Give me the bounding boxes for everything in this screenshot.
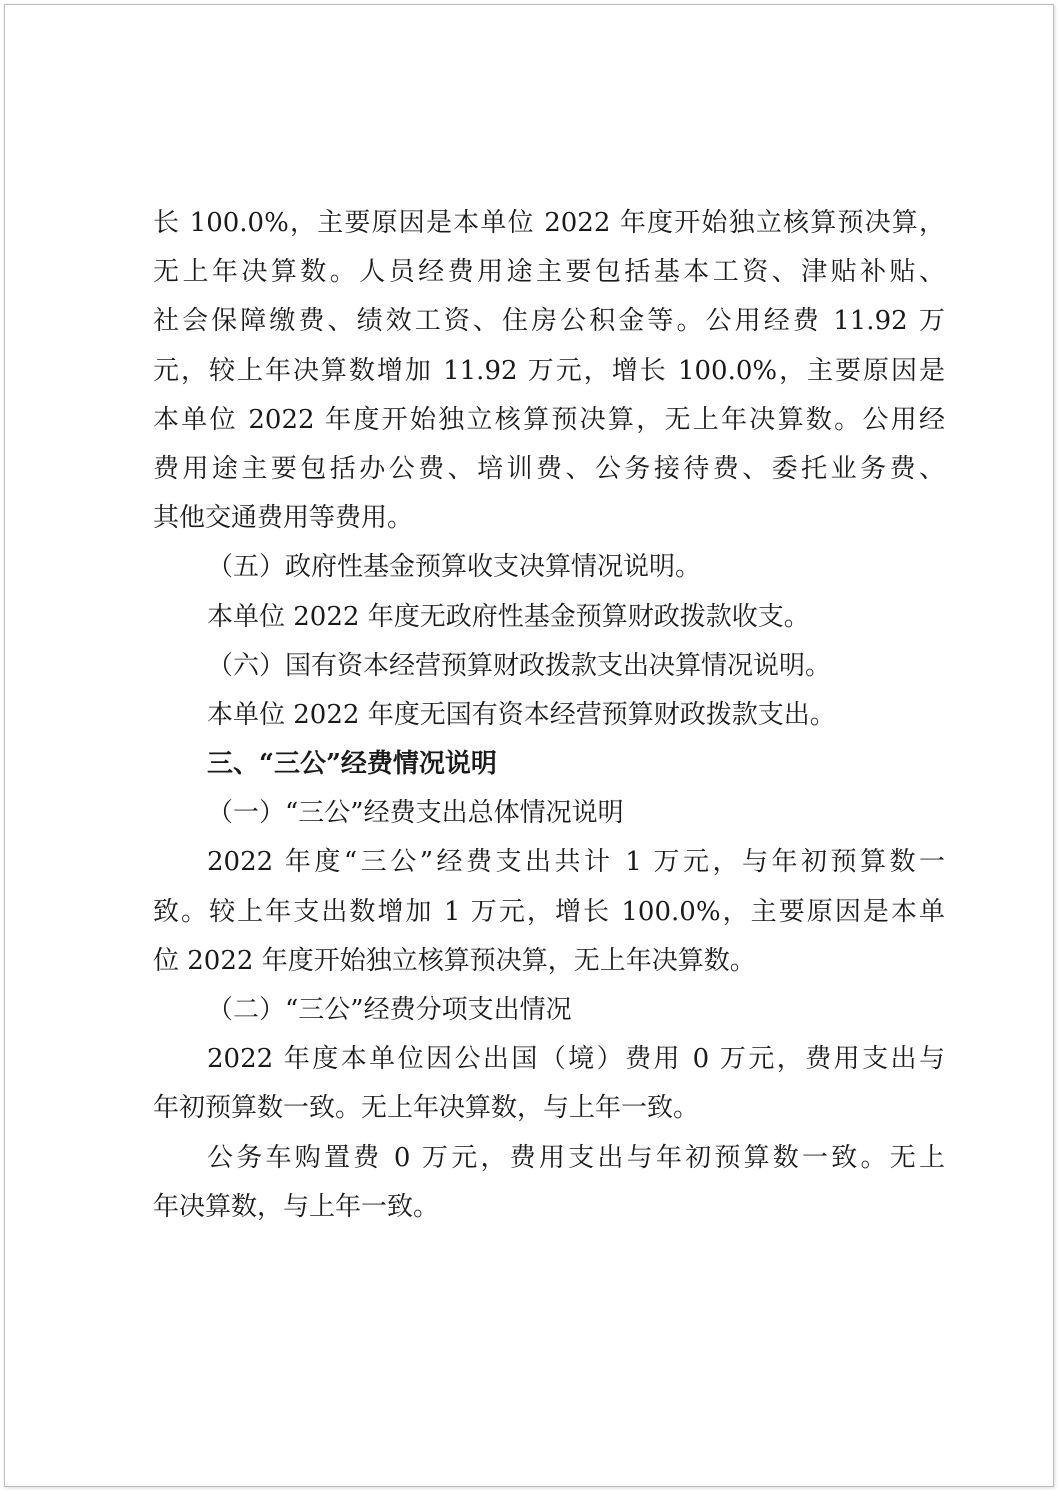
paragraph-line: 2022 年度本单位因公出国（境）费用 0 万元，费用支出与 xyxy=(207,1044,945,1075)
section-subheading: （二）“三公”经费分项支出情况 xyxy=(207,995,572,1025)
section-heading: 三、“三公”经费情况说明 xyxy=(207,749,497,780)
paragraph-line: 公务车购置费 0 万元，费用支出与年初预算数一致。无上 xyxy=(207,1142,945,1173)
paragraph-line: 致。较上年支出数增加 1 万元，增长 100.0%，主要原因是本单 xyxy=(153,896,945,927)
paragraph-line: 2022 年度“三公”经费支出共计 1 万元，与年初预算数一 xyxy=(207,847,945,878)
paragraph-line: 费用途主要包括办公费、培训费、公务接待费、委托业务费、 xyxy=(153,453,945,484)
section-subheading: （六）国有资本经营预算财政拨款支出决算情况说明。 xyxy=(207,650,832,681)
document-page xyxy=(4,4,1054,1487)
paragraph-line: 本单位 2022 年度开始独立核算预决算，无上年决算数。公用经 xyxy=(153,404,945,435)
paragraph-line: 位 2022 年度开始独立核算预决算，无上年决算数。 xyxy=(153,945,756,976)
document-body xyxy=(153,199,945,1232)
paragraph-line: 元，较上年决算数增加 11.92 万元，增长 100.0%，主要原因是 xyxy=(153,355,945,386)
section-subheading: （一）“三公”经费支出总体情况说明 xyxy=(207,798,624,829)
paragraph-line: 其他交通费用等费用。 xyxy=(153,503,414,534)
paragraph-line: 本单位 2022 年度无国有资本经营预算财政拨款支出。 xyxy=(207,699,836,730)
paragraph-line: 本单位 2022 年度无政府性基金预算财政拨款收支。 xyxy=(207,601,810,632)
paragraph-line: 长 100.0%，主要原因是本单位 2022 年度开始独立核算预决算， xyxy=(153,208,945,238)
section-subheading: （五）政府性基金预算收支决算情况说明。 xyxy=(207,552,702,583)
paragraph-line: 社会保障缴费、绩效工资、住房公积金等。公用经费 11.92 万 xyxy=(153,306,945,337)
paragraph-line: 年决算数，与上年一致。 xyxy=(153,1191,440,1222)
paragraph-line: 年初预算数一致。无上年决算数，与上年一致。 xyxy=(153,1093,700,1124)
paragraph-line: 无上年决算数。人员经费用途主要包括基本工资、津贴补贴、 xyxy=(153,257,945,288)
